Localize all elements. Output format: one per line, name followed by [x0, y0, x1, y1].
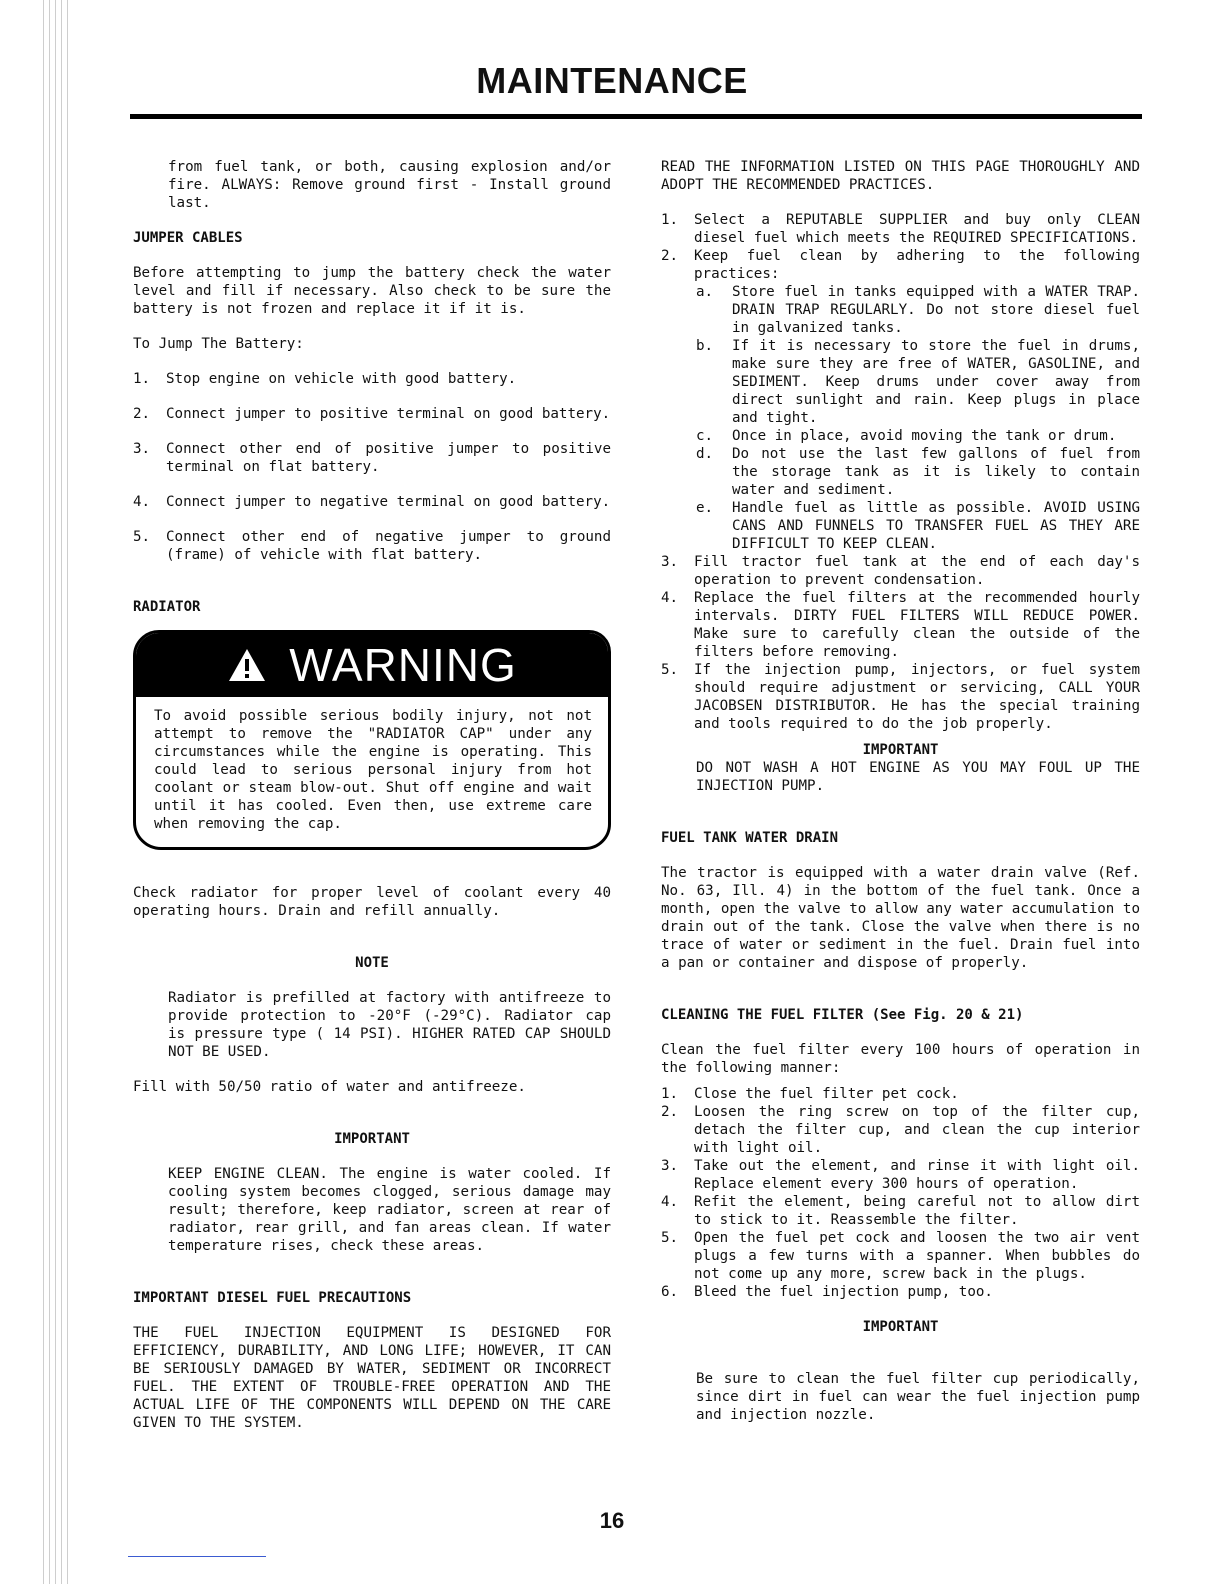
important-text: Be sure to clean the fuel filter cup periodically, since dirt in fuel can wear the fuel injection pump and injection nozzle. — [696, 1371, 1140, 1423]
important-heading: IMPORTANT — [334, 1131, 410, 1147]
warning-title: WARNING — [289, 639, 517, 691]
list-item: c. Once in place, avoid moving the tank or drum. — [696, 428, 1117, 444]
list-item: 2. Loosen the ring screw on top of the filter cup, detach the filter cup, and clean the cup interior with light oil. — [661, 1104, 1140, 1156]
list-item: 4. Replace the fuel filters at the recommended hourly intervals. DIRTY FUEL FILTERS WILL REDUCE POWER. Make sure to carefully clean the outside of the filters before removing. — [661, 590, 1140, 660]
list-item: 2. Connect jumper to positive terminal on good battery. — [133, 406, 611, 422]
note-text: Radiator is prefilled at factory with antifreeze to provide protection to -20°F (-29°C). Radiator cap is pressure type ( 14 PSI). HIGHER RATED CAP SHOULD NOT BE USED. — [168, 990, 611, 1060]
list-item: 2. Keep fuel clean by adhering to the following practices: — [661, 248, 1140, 282]
right-column — [661, 158, 1140, 1424]
list-item: 1. Select a REPUTABLE SUPPLIER and buy only CLEAN diesel fuel which meets the REQUIRED SPECIFICATIONS. — [661, 212, 1140, 246]
fuel-practices-list — [661, 211, 1140, 733]
warning-triangle-icon — [227, 647, 267, 683]
left-column — [133, 158, 611, 1432]
warning-text: To avoid possible serious bodily injury, not not attempt to remove the "RADIATOR CAP" under any circumstances while the engine is operating. This could lead to serious personal injury from hot coolant or steam blow-out. Shut off engine and wait until it has cooled. Even then, use extreme care when removing the cap. — [154, 708, 592, 832]
cleaning-filter-text: Clean the fuel filter every 100 hours of operation in the following manner: — [661, 1042, 1140, 1076]
diesel-precautions-heading: IMPORTANT DIESEL FUEL PRECAUTIONS — [133, 1290, 412, 1306]
list-item: 5. Connect other end of negative jumper to ground (frame) of vehicle with flat battery. — [133, 529, 611, 563]
fuel-practices-sublist — [696, 283, 1140, 553]
jumper-cables-heading: JUMPER CABLES — [133, 230, 243, 246]
list-item: 4. Connect jumper to negative terminal on good battery. — [133, 494, 611, 510]
title-rule — [130, 114, 1142, 119]
radiator-text: Check radiator for proper level of coolant every 40 operating hours. Drain and refill annually. — [133, 885, 611, 919]
fill-text: Fill with 50/50 ratio of water and antifreeze. — [133, 1079, 526, 1095]
important-text: DO NOT WASH A HOT ENGINE AS YOU MAY FOUL UP THE INJECTION PUMP. — [696, 760, 1140, 794]
warning-box — [133, 630, 611, 850]
list-item: 4. Refit the element, being careful not to allow dirt to stick to it. Reassemble the filter. — [661, 1194, 1140, 1228]
jump-battery-label: To Jump The Battery: — [133, 336, 304, 352]
fuel-tank-drain-text: The tractor is equipped with a water drain valve (Ref. No. 63, Ill. 4) in the bottom of the fuel tank. Once a month, open the valve to allow any water accumulation to drain out of the tank. Close the valve when there is no trace of water or sediment in the fuel. Drain fuel into a pan or container and dispose of properly. — [661, 865, 1140, 971]
fuel-tank-drain-heading: FUEL TANK WATER DRAIN — [661, 830, 839, 846]
list-item: 1. Stop engine on vehicle with good battery. — [133, 371, 517, 387]
page-number: 16 — [599, 1508, 625, 1533]
list-item: 5. If the injection pump, injectors, or fuel system should require adjustment or servicing, CALL YOUR JACOBSEN DISTRIBUTOR. He has the special training and tools required to do the job properly. — [661, 662, 1140, 732]
jumper-cables-text: Before attempting to jump the battery check the water level and fill if necessary. Also check to be sure the battery is not frozen and replace it if it is. — [133, 265, 611, 317]
radiator-heading: RADIATOR — [133, 599, 201, 615]
list-item: 1. Close the fuel filter pet cock. — [661, 1086, 959, 1102]
important-heading: IMPORTANT — [862, 742, 939, 758]
list-item: e. Handle fuel as little as possible. AVOID USING CANS AND FUNNELS TO TRANSFER FUEL AS THEY ARE DIFFICULT TO KEEP CLEAN. — [696, 500, 1140, 552]
warning-header — [136, 633, 608, 697]
diesel-precautions-text: THE FUEL INJECTION EQUIPMENT IS DESIGNED FOR EFFICIENCY, DURABILITY, AND LONG LIFE; HOWEVER, IT CAN BE SERIOUSLY DAMAGED BY WATER, SEDIMENT OR INCORRECT FUEL. THE EXTENT OF TROUBLE-FREE OPERATION AND THE ACTUAL LIFE OF THE COMPONENTS WILL DEPEND ON THE CARE GIVEN TO THE SYSTEM. — [133, 1325, 611, 1431]
important-heading: IMPORTANT — [862, 1319, 939, 1335]
list-item: 3. Take out the element, and rinse it with light oil. Replace element every 300 hours of operation. — [661, 1158, 1140, 1192]
intro-paragraph: from fuel tank, or both, causing explosion and/or fire. ALWAYS: Remove ground first - Install ground last. — [168, 159, 611, 211]
binding-edge — [38, 0, 68, 1584]
read-info-paragraph: READ THE INFORMATION LISTED ON THIS PAGE THOROUGHLY AND ADOPT THE RECOMMENDED PRACTICES. — [661, 159, 1140, 193]
important-text: KEEP ENGINE CLEAN. The engine is water cooled. If cooling system becomes clogged, serious damage may result; therefore, keep radiator, screen at rear of radiator, rear grill, and fan areas clean. If water temperature rises, check these areas. — [168, 1166, 611, 1254]
list-item: 5. Open the fuel pet cock and loosen the two air vent plugs a few turns with a spanner. When bubbles do not come up any more, screw back in the plugs. — [661, 1230, 1140, 1282]
list-item: d. Do not use the last few gallons of fuel from the storage tank as it is likely to contain water and sediment. — [696, 446, 1140, 498]
list-item: 6. Bleed the fuel injection pump, too. — [661, 1284, 993, 1300]
jump-steps-list — [133, 370, 611, 564]
filter-steps-list — [661, 1085, 1140, 1301]
cleaning-filter-heading: CLEANING THE FUEL FILTER (See Fig. 20 & 21) — [661, 1007, 1024, 1023]
list-item: a. Store fuel in tanks equipped with a WATER TRAP. DRAIN TRAP REGULARLY. Do not store diesel fuel in galvanized tanks. — [696, 284, 1140, 336]
page-title: MAINTENANCE — [476, 60, 748, 101]
list-item: 3. Connect other end of positive jumper to positive terminal on flat battery. — [133, 441, 611, 475]
footer-line — [128, 1556, 266, 1557]
list-item: 3. Fill tractor fuel tank at the end of each day's operation to prevent condensation. — [661, 554, 1140, 588]
note-heading: NOTE — [355, 955, 389, 971]
list-item: b. If it is necessary to store the fuel in drums, make sure they are free of WATER, GASOLINE, and SEDIMENT. Keep drums under cover away from direct sunlight and rain. Keep plugs in place and tight. — [696, 338, 1140, 426]
